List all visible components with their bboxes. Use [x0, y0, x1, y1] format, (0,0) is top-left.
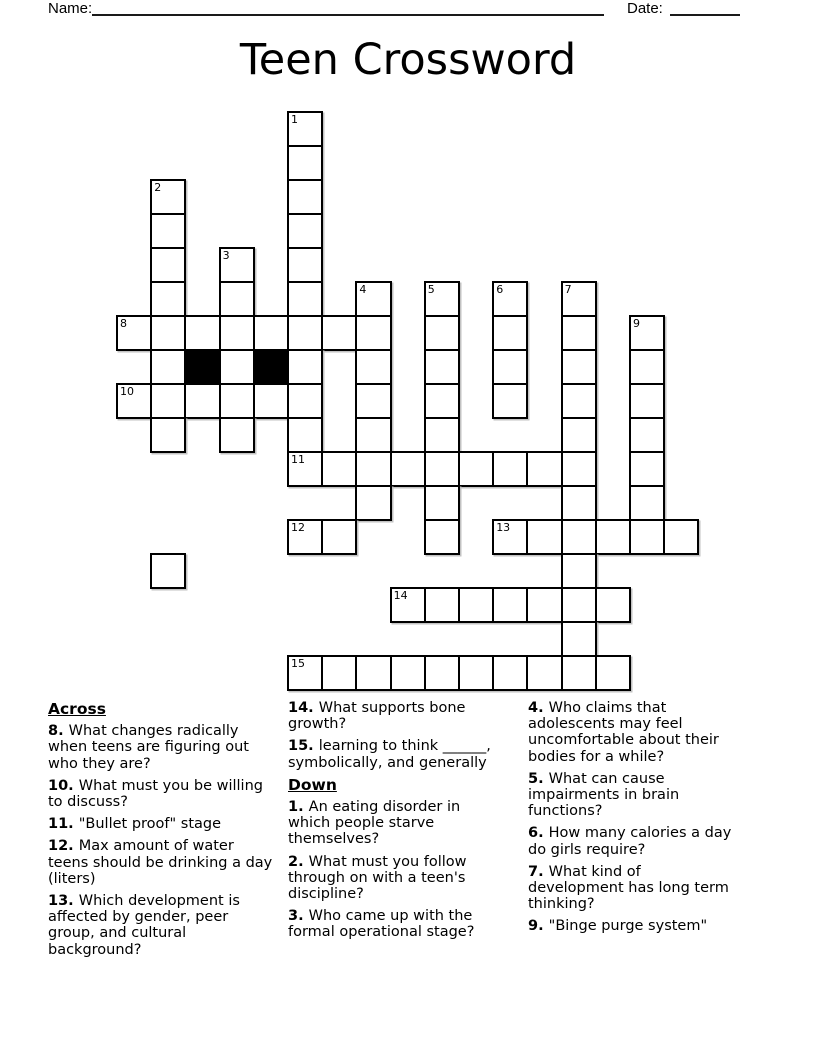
grid-cell[interactable] [629, 315, 665, 351]
grid-cell[interactable] [219, 349, 255, 385]
grid-cell[interactable] [287, 281, 323, 317]
cell-number: 6 [496, 283, 504, 296]
clue-text: What changes radically when teens are figuring out who they are? [48, 723, 249, 772]
grid-cell[interactable] [561, 621, 597, 657]
grid-cell[interactable] [526, 655, 562, 691]
grid-cell[interactable] [150, 417, 186, 453]
grid-cell[interactable] [390, 655, 426, 691]
grid-cell[interactable] [390, 587, 426, 623]
clue-number: 4. [528, 700, 549, 716]
grid-cell[interactable] [561, 281, 597, 317]
clue-number: 13. [48, 893, 79, 910]
grid-cell[interactable] [492, 587, 528, 623]
grid-cell[interactable] [492, 349, 528, 385]
grid-cell[interactable] [663, 519, 699, 555]
grid-cell[interactable] [219, 281, 255, 317]
clue-down-5 [528, 771, 768, 820]
grid-cell[interactable] [629, 383, 665, 419]
grid-cell[interactable] [287, 349, 323, 385]
grid-cell[interactable] [219, 383, 255, 419]
clue-down-1 [288, 799, 528, 848]
clue-text: Who claims that adolescents may feel uncomfortable about their bodies for a while? [528, 700, 719, 765]
grid-cell[interactable] [595, 587, 631, 623]
date-label: Date: [627, 0, 663, 17]
grid-cell[interactable] [492, 519, 528, 555]
clue-down-7 [528, 864, 768, 913]
date-blank-line [670, 0, 740, 16]
grid-cell[interactable] [355, 383, 391, 419]
grid-cell[interactable] [424, 519, 460, 555]
clue-across-14 [288, 700, 528, 732]
grid-cell[interactable] [458, 451, 494, 487]
clue-across-12 [48, 838, 288, 887]
clue-down-6 [528, 825, 768, 857]
clue-across-13 [48, 893, 288, 958]
grid-cell[interactable] [424, 315, 460, 351]
clue-column-1 [48, 700, 288, 964]
grid-cell[interactable] [424, 451, 460, 487]
grid-cell[interactable] [458, 655, 494, 691]
grid-cell[interactable] [561, 349, 597, 385]
clue-column-2 [288, 700, 528, 947]
clue-number: 2. [288, 853, 309, 870]
grid-cell[interactable] [287, 111, 323, 147]
cell-number: 15 [291, 657, 305, 670]
clue-down-2 [288, 854, 528, 903]
clue-number: 8. [48, 723, 69, 740]
grid-cell[interactable] [184, 383, 220, 419]
grid-cell[interactable] [355, 417, 391, 453]
grid-cell[interactable] [424, 417, 460, 453]
cell-number: 8 [120, 317, 127, 330]
grid-cell[interactable] [287, 213, 323, 249]
grid-cell[interactable] [321, 655, 357, 691]
grid-cell[interactable] [321, 315, 357, 351]
clue-down-4 [528, 700, 768, 765]
grid-cell[interactable] [492, 383, 528, 419]
grid-cell[interactable] [629, 451, 665, 487]
grid-cell[interactable] [184, 315, 220, 351]
grid-cell[interactable] [492, 281, 528, 317]
name-label: Name: [48, 0, 93, 17]
grid-cell[interactable] [287, 451, 323, 487]
grid-cell[interactable] [458, 587, 494, 623]
grid-cell[interactable] [561, 519, 597, 555]
clue-text: An eating disorder in which people starve themselves? [288, 799, 461, 848]
grid-cell[interactable] [150, 213, 186, 249]
clue-text: "Bullet proof" stage [78, 816, 222, 833]
clue-number: 10. [48, 777, 79, 794]
grid-cell[interactable] [116, 315, 152, 351]
grid-cell[interactable] [253, 315, 289, 351]
cell-number: 4 [359, 283, 367, 296]
grid-cell-black [184, 349, 220, 385]
grid-cell[interactable] [150, 315, 186, 351]
cell-number: 9 [633, 317, 640, 330]
clue-text: "Binge purge system" [548, 918, 708, 935]
grid-cell[interactable] [561, 553, 597, 589]
grid-cell[interactable] [150, 247, 186, 283]
cell-number: 7 [564, 283, 572, 296]
cell-number: 1 [291, 113, 298, 126]
grid-cell[interactable] [629, 485, 665, 521]
grid-cell[interactable] [150, 281, 186, 317]
grid-cell[interactable] [355, 655, 391, 691]
grid-cell[interactable] [424, 655, 460, 691]
grid-cell[interactable] [561, 383, 597, 419]
clue-down-3 [288, 908, 528, 940]
grid-cell[interactable] [561, 451, 597, 487]
grid-cell[interactable] [526, 587, 562, 623]
grid-cell[interactable] [355, 485, 391, 521]
grid-cell[interactable] [150, 553, 186, 589]
clue-text: How many calories a day do girls require? [528, 825, 732, 858]
clue-number: 14. [288, 700, 319, 716]
grid-cell[interactable] [561, 587, 597, 623]
grid-cell[interactable] [355, 451, 391, 487]
clues-down-heading: Down [288, 775, 337, 794]
grid-cell[interactable] [526, 519, 562, 555]
grid-cell[interactable] [526, 451, 562, 487]
grid-cell[interactable] [219, 315, 255, 351]
clue-text: Who came up with the formal operational stage? [288, 908, 475, 941]
grid-cell[interactable] [116, 383, 152, 419]
grid-cell[interactable] [253, 383, 289, 419]
page-title: Teen Crossword [239, 35, 577, 85]
grid-cell[interactable] [595, 655, 631, 691]
clue-across-8 [48, 723, 288, 772]
grid-cell[interactable] [219, 417, 255, 453]
grid-cell[interactable] [287, 145, 323, 181]
grid-cell[interactable] [321, 451, 357, 487]
grid-cell[interactable] [219, 247, 255, 283]
cell-number: 2 [154, 181, 162, 194]
grid-cell[interactable] [287, 315, 323, 351]
cell-number: 3 [222, 249, 230, 262]
grid-cell[interactable] [629, 417, 665, 453]
clue-text: What must you be willing to discuss? [48, 777, 263, 811]
grid-cell[interactable] [150, 349, 186, 385]
grid-cell[interactable] [492, 655, 528, 691]
clues-across-heading: Across [48, 700, 106, 718]
grid-cell[interactable] [355, 349, 391, 385]
grid-cell[interactable] [629, 519, 665, 555]
clue-text: What supports bone growth? [288, 700, 466, 733]
clue-number: 12. [48, 838, 79, 855]
grid-cell[interactable] [150, 179, 186, 215]
grid-cell[interactable] [287, 519, 323, 555]
clue-text: What kind of development has long term thinking? [528, 863, 729, 913]
cell-number: 14 [393, 589, 408, 602]
grid-cell[interactable] [390, 451, 426, 487]
clue-number: 6. [528, 825, 549, 842]
grid-cell[interactable] [424, 587, 460, 623]
grid-cell[interactable] [150, 383, 186, 419]
cell-number: 5 [427, 283, 435, 296]
grid-cell[interactable] [287, 247, 323, 283]
cell-number: 12 [291, 521, 305, 534]
cell-number: 13 [496, 521, 511, 534]
grid-cell[interactable] [355, 281, 391, 317]
grid-cell[interactable] [355, 315, 391, 351]
grid-cell[interactable] [561, 485, 597, 521]
grid-cell[interactable] [287, 179, 323, 215]
grid-cell[interactable] [492, 451, 528, 487]
clue-across-11 [48, 816, 288, 832]
grid-cell[interactable] [287, 655, 323, 691]
clue-number: 1. [288, 799, 309, 816]
clue-text: Max amount of water teens should be drinking a day (liters) [48, 838, 273, 887]
clue-number: 5. [528, 770, 549, 787]
grid-cell[interactable] [595, 519, 631, 555]
grid-cell[interactable] [287, 383, 323, 419]
clue-number: 9. [528, 918, 549, 935]
grid-cell[interactable] [424, 281, 460, 317]
clue-across-10 [48, 778, 288, 810]
name-blank-line [92, 0, 604, 16]
grid-cell-black [253, 349, 289, 385]
grid-cell[interactable] [561, 655, 597, 691]
grid-cell[interactable] [424, 485, 460, 521]
grid-cell[interactable] [629, 349, 665, 385]
grid-cell[interactable] [492, 315, 528, 351]
clue-text: learning to think ______, symbolically, and generally [288, 738, 491, 771]
cell-number: 10 [120, 385, 134, 398]
clue-across-15 [288, 738, 528, 770]
clue-number: 3. [288, 908, 309, 925]
grid-cell[interactable] [321, 519, 357, 555]
grid-cell[interactable] [287, 417, 323, 453]
clue-number: 7. [528, 863, 549, 880]
clue-number: 11. [48, 816, 79, 833]
cell-number: 11 [291, 453, 305, 466]
clue-text: What must you follow through on with a teen's discipline? [288, 853, 467, 903]
clue-text: What can cause impairments in brain functions? [528, 770, 680, 820]
clue-number: 15. [288, 738, 319, 755]
grid-cell[interactable] [424, 383, 460, 419]
grid-cell[interactable] [561, 315, 597, 351]
grid-cell[interactable] [424, 349, 460, 385]
clue-text: Which development is affected by gender, peer group, and cultural background? [48, 893, 240, 958]
clue-column-3 [528, 700, 768, 941]
grid-cell[interactable] [561, 417, 597, 453]
clue-down-9 [528, 918, 768, 934]
